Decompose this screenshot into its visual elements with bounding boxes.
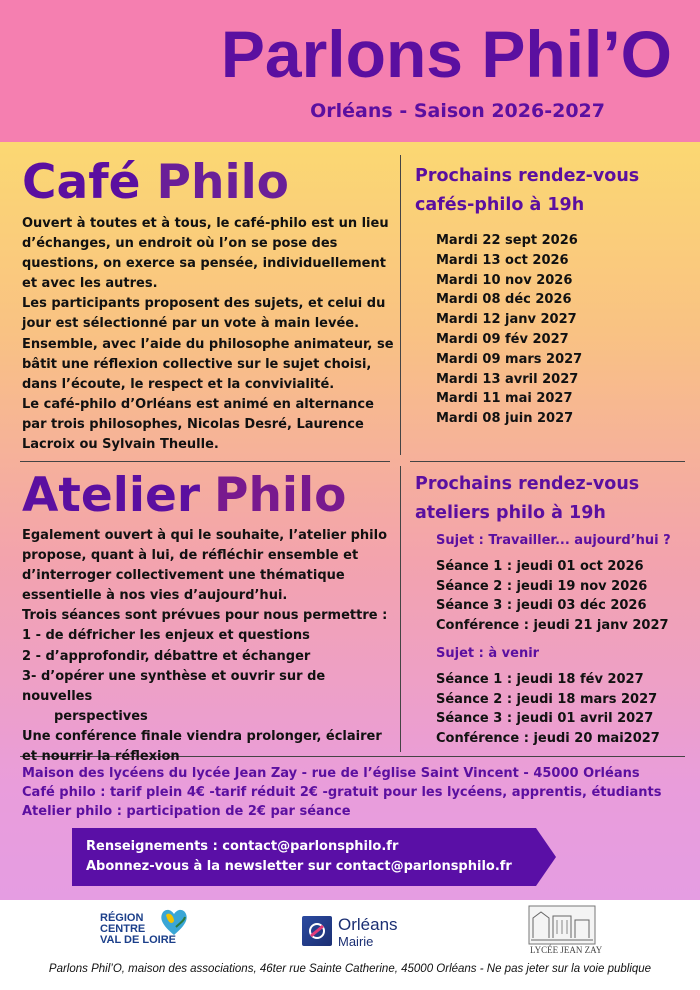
region-line: RÉGION [100,912,144,924]
atelier-line: 1 - de défricher les enjeux et questions [22,628,310,644]
lycee-jean-zay-logo [527,904,603,958]
session-item: Conférence : jeudi 21 janv 2027 [436,618,669,634]
newsletter-line[interactable]: Abonnez-vous à la newsletter sur contact@parlonsphilo.fr [86,859,512,874]
atelier-line: perspectives [54,708,148,724]
season-subtitle: Orléans - Saison 2026-2027 [310,100,605,122]
contact-line[interactable]: Renseignements : contact@parlonsphilo.fr [86,839,399,854]
atelier-sujet-1-label: Sujet : Travailler... aujourd’hui ? [436,533,671,548]
atelier-line: Egalement ouvert à qui le souhaite, l’atelier philo propose, quant à lui, de réfléchir ensemble et d’interroger collectivement une thématique essentielle à nos vies d’aujourd’hui. [22,528,388,604]
cafe-date-item: Mardi 13 avril 2027 [436,371,579,387]
cafe-philo-description [22,214,394,455]
cafe-title-word2: Philo [156,155,289,210]
cafe-date-item: Mardi 10 nov 2026 [436,272,573,288]
cafe-date-item: Mardi 11 mai 2027 [436,391,573,407]
atelier-pricing: Atelier philo : participation de 2€ par séance [22,804,351,819]
cafe-paragraph: Le café-philo d’Orléans est animé en alternance par trois philosophes, Nicolas Desré, Laurence Lacroix ou Sylvain Theulle. [22,396,374,453]
cafe-title-word1: Café [22,155,141,210]
cafe-date-item: Mardi 12 janv 2027 [436,312,577,328]
atelier-schedule-heading [415,470,639,528]
cafe-date-item: Mardi 13 oct 2026 [436,252,569,268]
region-heart-icon [158,905,190,939]
session-item: Conférence : jeudi 20 mai2027 [436,731,660,747]
cafe-date-item: Mardi 09 mars 2027 [436,351,583,367]
atelier-line: 3- d’opérer une synthèse et ouvrir sur de nouvelles [22,668,326,704]
orleans-mairie-logo [302,914,432,954]
atelier-title-word2: Philo [214,468,347,523]
orleans-emblem-icon [302,916,332,946]
session-item: Séance 2 : jeudi 18 mars 2027 [436,691,658,707]
cafe-paragraph: Les participants proposent des sujets, et celui du jour est sélectionné par un vote à main levée. [22,296,386,332]
atelier-line: 2 - d’approfondir, débattre et échanger [22,648,311,664]
divider-horizontal-right [410,461,685,462]
footer-address: Parlons Phil’O, maison des associations, 46ter rue Sainte Catherine, 45000 Orléans - Ne pas jeter sur la voie publique [48,963,652,975]
session-item: Séance 3 : jeudi 03 déc 2026 [436,598,647,614]
session-item: Séance 2 : jeudi 19 nov 2026 [436,578,648,594]
orleans-name: Orléans [338,915,398,934]
banner-text [86,837,512,877]
cafe-date-item: Mardi 09 fév 2027 [436,331,569,347]
lycee-building-icon [527,904,597,946]
atelier-sujet-1-sessions [436,557,669,636]
atelier-sujet-2-sessions [436,670,660,749]
cafe-schedule-heading [415,162,639,220]
cafe-date-item: Mardi 22 sept 2026 [436,233,578,248]
session-item: Séance 1 : jeudi 01 oct 2026 [436,559,644,574]
cafe-schedule-heading-line2: cafés-philo à 19h [415,195,585,215]
contact-banner [72,828,556,886]
atelier-schedule-heading-line2: ateliers philo à 19h [415,503,606,523]
cafe-dates-list [436,231,582,429]
lycee-caption: LYCÉE JEAN ZAY [530,945,603,955]
venue-and-pricing [22,764,661,821]
divider-vertical-bottom [400,466,401,752]
atelier-line: Une conférence finale viendra prolonger, éclairer et nourrir la réflexion [22,728,382,765]
region-line: CENTRE [100,923,146,935]
atelier-line: Trois séances sont prévues pour nous permettre : [22,608,388,624]
region-centre-logo [100,905,190,957]
cafe-paragraph: Ouvert à toutes et à tous, le café-philo est un lieu d’échanges, un endroit où l’on se pose des questions, on exerce sa pensée, individuellement et avec les autres. [22,216,389,292]
divider-horizontal-left [20,461,390,462]
session-item: Séance 3 : jeudi 01 avril 2027 [436,711,654,727]
cafe-schedule-heading-line1: Prochains rendez-vous [415,166,640,186]
cafe-pricing: Café philo : tarif plein 4€ -tarif réduit 2€ -gratuit pour les lycéens, apprentis, étudiants [22,785,662,800]
cafe-philo-title [22,155,289,210]
header-band [0,0,700,142]
cafe-paragraph: Ensemble, avec l’aide du philosophe animateur, se bâtit une réflexion collective sur le sujet choisi, dans l’écoute, le respect et la convivialité. [22,336,394,392]
session-item: Séance 1 : jeudi 18 fév 2027 [436,672,644,687]
venue-address: Maison des lycéens du lycée Jean Zay - rue de l’église Saint Vincent - 45000 Orléans [22,766,640,781]
atelier-philo-description [22,526,394,767]
divider-vertical-top [400,155,401,455]
atelier-sujet-2-label: Sujet : à venir [436,646,540,661]
cafe-date-item: Mardi 08 déc 2026 [436,292,572,308]
orleans-mairie-label: Mairie [338,934,374,949]
cafe-date-item: Mardi 08 juin 2027 [436,411,574,427]
atelier-schedule-heading-line1: Prochains rendez-vous [415,474,640,494]
page-title: Parlons Phil’O [220,17,672,91]
atelier-philo-title [22,468,346,523]
region-line: VAL DE LOIRE [100,934,176,946]
atelier-title-word1: Atelier [22,468,200,523]
